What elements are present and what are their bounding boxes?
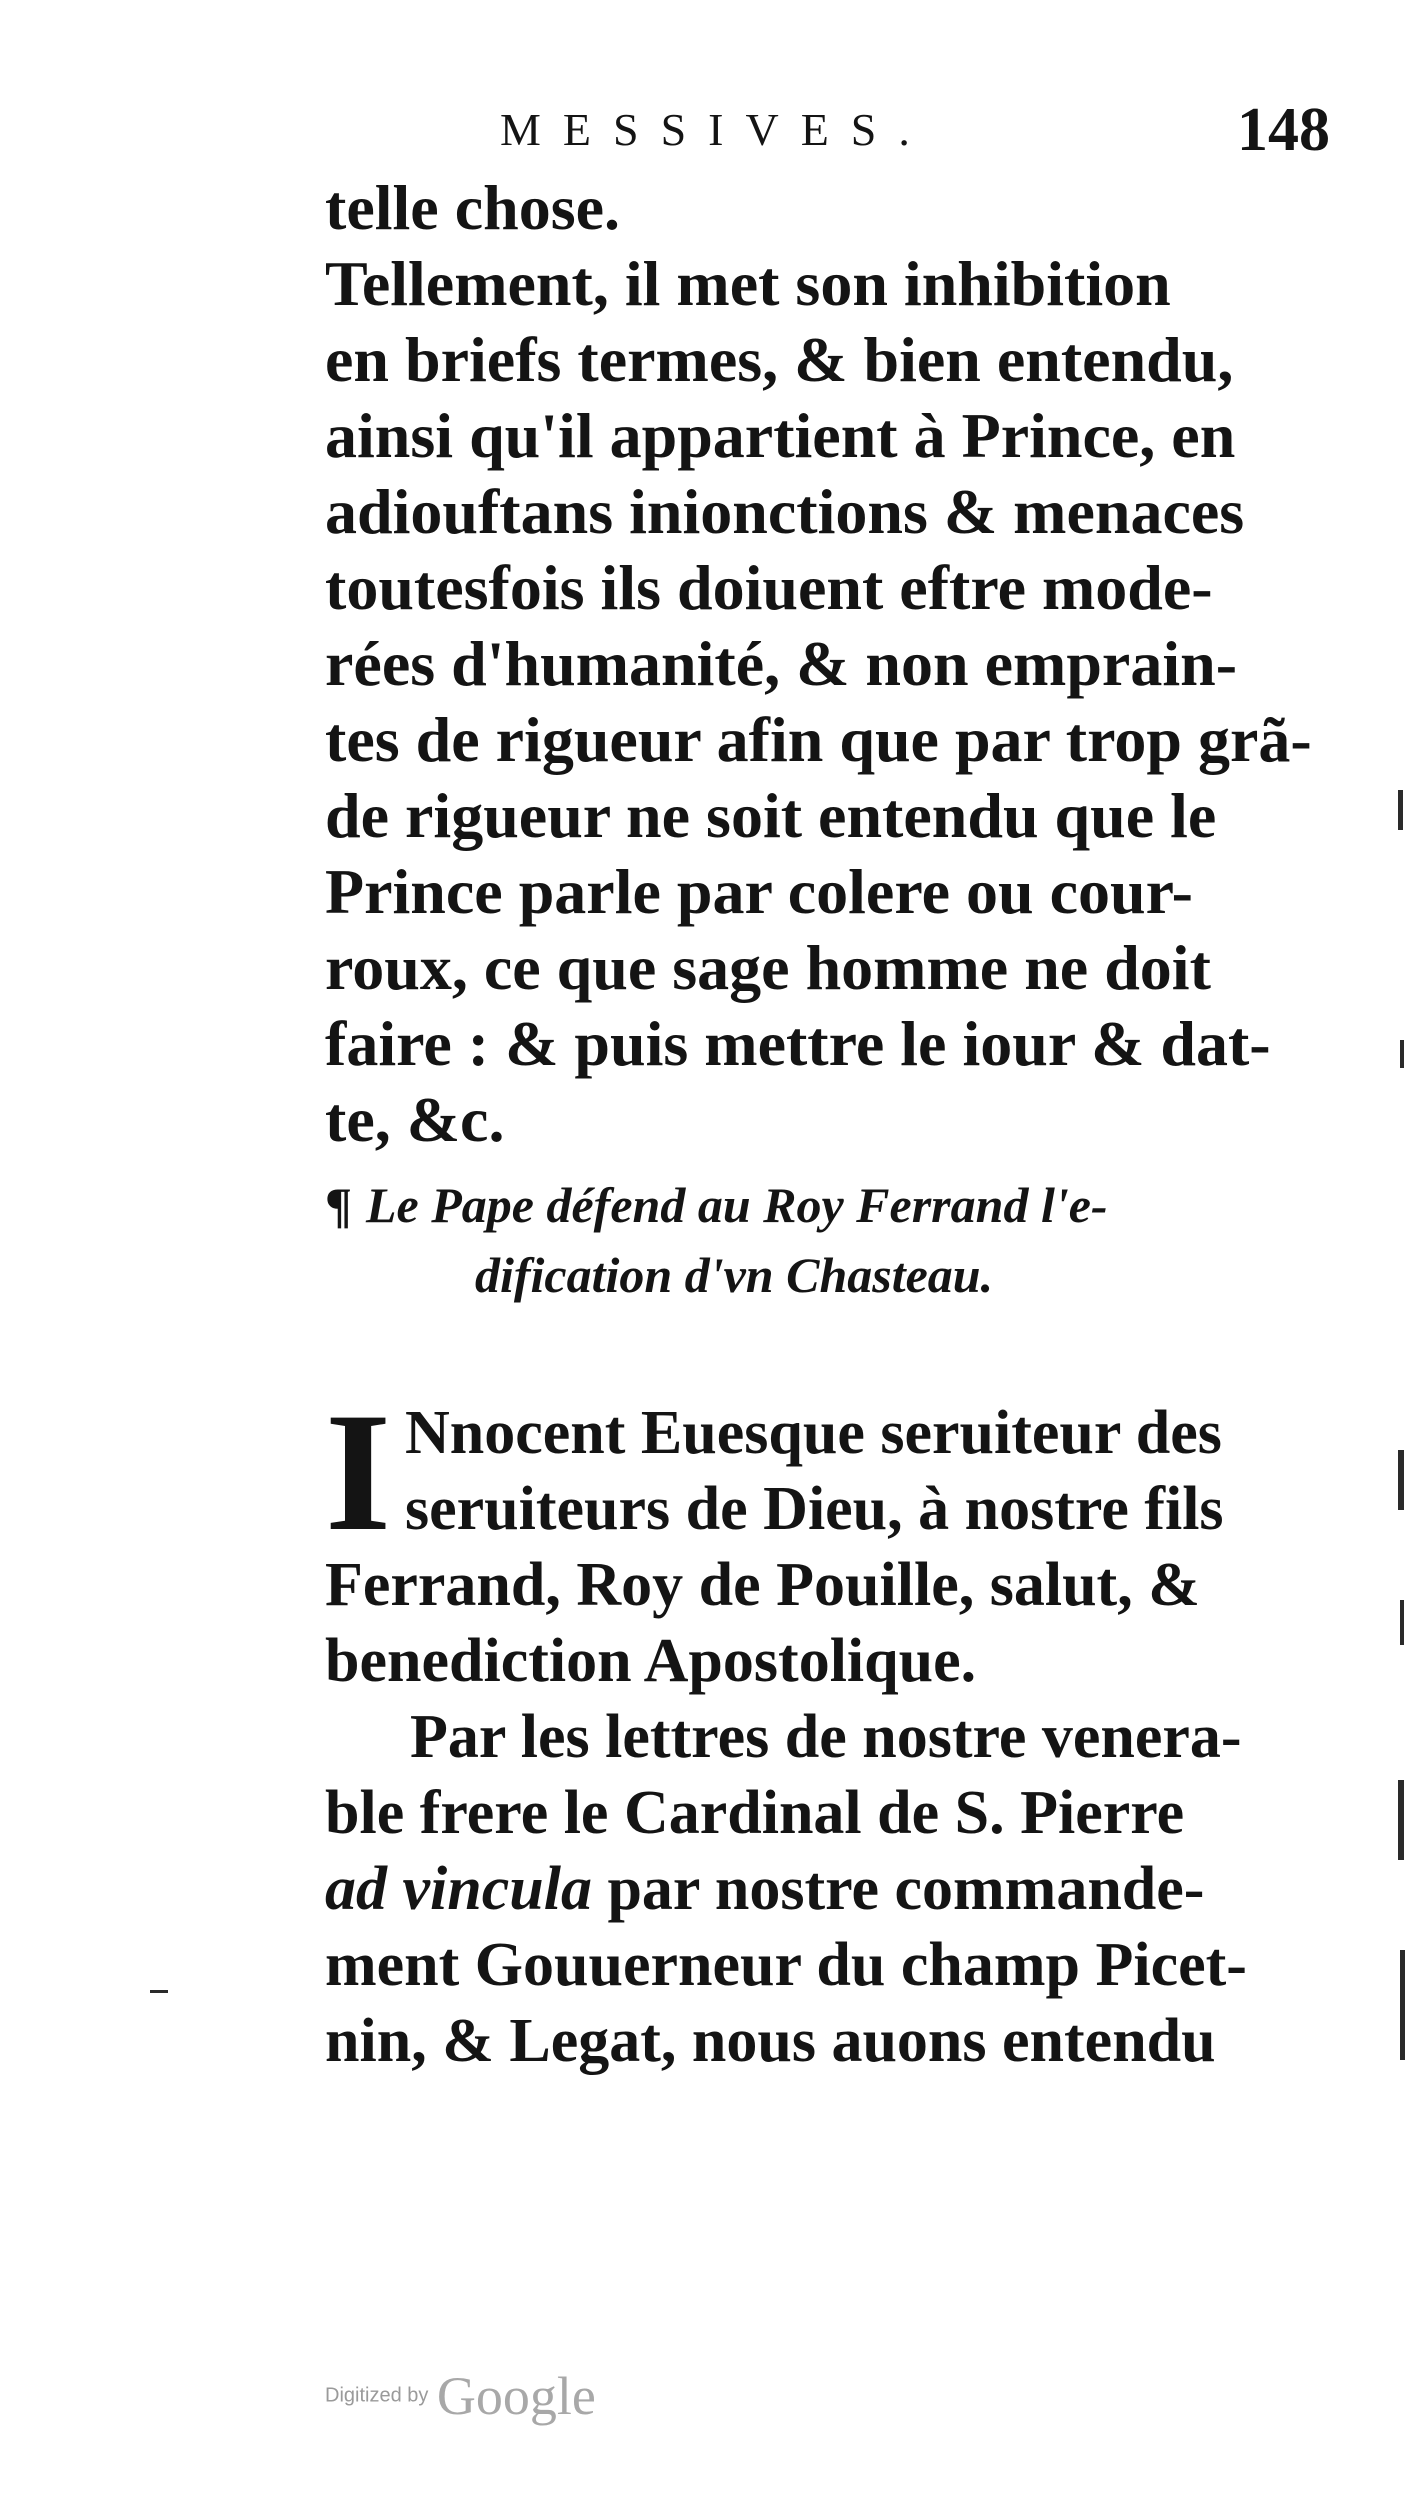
body-line: adiouftans inionctions & menaces xyxy=(325,476,1245,547)
body-line: tes de rigueur afin que par trop grã- xyxy=(325,704,1312,775)
section-heading xyxy=(325,1170,1335,1310)
letter-line: benediction Apostolique. xyxy=(325,1627,977,1695)
body-line: en briefs termes, & bien entendu, xyxy=(325,324,1234,395)
page-number: 148 xyxy=(1237,96,1330,164)
scan-speck xyxy=(1398,790,1403,830)
scan-speck xyxy=(1400,1950,1405,2060)
letter-line: nin, & Legat, nous auons entendu xyxy=(325,2007,1216,2075)
body-text xyxy=(325,170,1335,1158)
scan-speck xyxy=(1398,1780,1404,1860)
latin-phrase: ad vincula xyxy=(325,1855,592,1923)
digitization-footer xyxy=(325,2365,596,2427)
google-logo: Google xyxy=(436,2366,596,2426)
digitized-label: Digitized by xyxy=(325,2384,429,2407)
body-line: de rigueur ne soit entendu que le xyxy=(325,780,1217,851)
running-title: MESSIVES. xyxy=(500,104,932,155)
letter-line: Nnocent Euesque seruiteur des xyxy=(405,1399,1222,1467)
pilcrow-mark: ¶ xyxy=(325,1177,353,1233)
scan-speck xyxy=(1400,1040,1404,1068)
page-header xyxy=(500,95,1340,165)
letter-line xyxy=(325,1851,1335,1927)
body-line: roux, ce que sage homme ne doit xyxy=(325,932,1211,1003)
paragraph-first-line: Par les lettres de nostre venera- xyxy=(410,1703,1242,1771)
body-line: ainsi qu'il appartient à Prince, en xyxy=(325,400,1236,471)
letter-line: seruiteurs de Dieu, à nostre fils xyxy=(405,1475,1224,1543)
body-line: Prince parle par colere ou cour- xyxy=(325,856,1193,927)
dropcap-lines xyxy=(405,1395,1224,1547)
dropcap-block xyxy=(325,1378,1335,1566)
letter-line: ment Gouuerneur du champ Picet- xyxy=(325,1931,1247,1999)
letter-line-rest: par nostre commande- xyxy=(591,1855,1205,1923)
body-line: te, &c. xyxy=(325,1084,505,1155)
scan-speck xyxy=(1400,1600,1404,1645)
heading-text-1: Le Pape défend au Roy Ferrand l'e- xyxy=(366,1177,1108,1233)
letter-line: Ferrand, Roy de Pouille, salut, & xyxy=(325,1551,1200,1619)
letter-line: ble frere le Cardinal de S. Pierre xyxy=(325,1779,1185,1847)
heading-line-2: dification d'vn Chasteau. xyxy=(475,1247,994,1303)
body-line: telle chose. xyxy=(325,172,620,243)
body-line: toutesfois ils doiuent eftre mode- xyxy=(325,552,1213,623)
body-line: faire : & puis mettre le iour & dat- xyxy=(325,1008,1271,1079)
heading-line-1 xyxy=(325,1170,1335,1240)
letter-text xyxy=(325,1378,1335,2079)
scan-speck xyxy=(150,1990,168,1993)
body-line: rées d'humanité, & non emprain- xyxy=(325,628,1237,699)
scan-speck xyxy=(1398,1450,1404,1510)
drop-cap: I xyxy=(325,1378,392,1566)
body-line: Tellement, il met son inhibition xyxy=(325,248,1171,319)
